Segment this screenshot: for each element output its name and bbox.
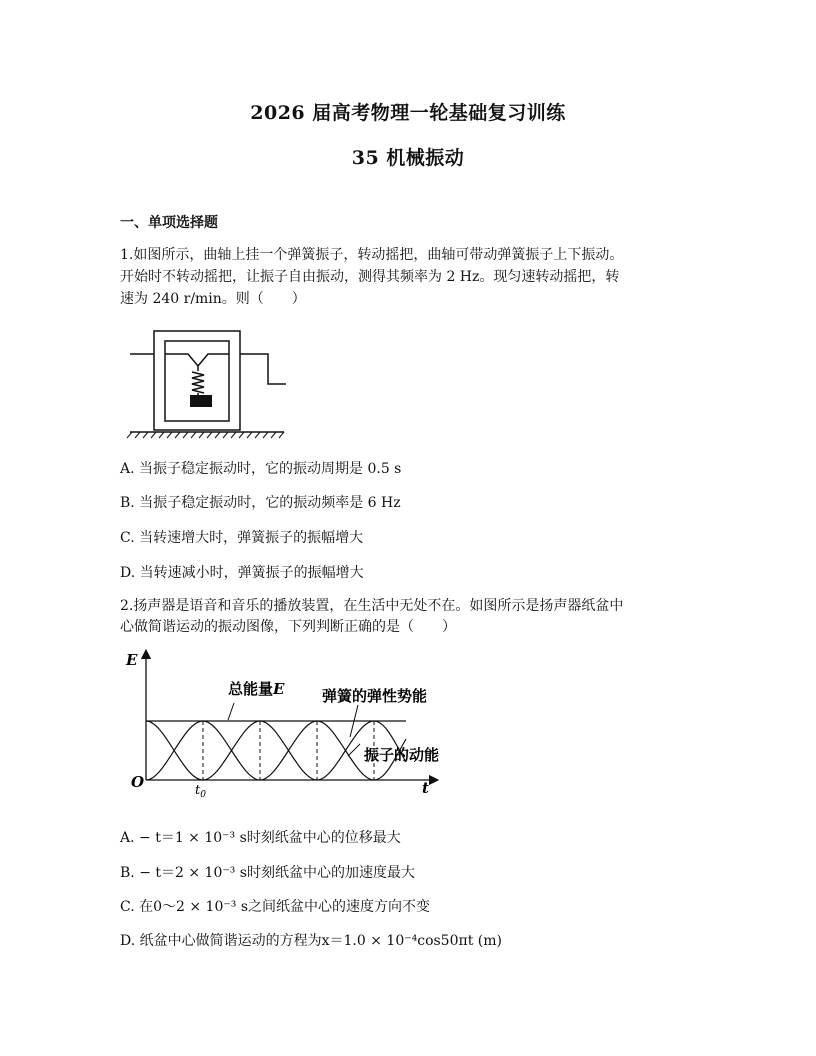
q2-option-b: B. − t＝2 × 10⁻³ s时刻纸盆中心的加速度最大 — [120, 865, 415, 881]
y-axis-label: E — [126, 651, 138, 669]
section-heading: 一、单项选择题 — [120, 215, 218, 231]
crankshaft-spring-oscillator-figure — [126, 328, 292, 440]
q2-option-a: A. − t＝1 × 10⁻³ s时刻纸盆中心的位移最大 — [120, 830, 401, 846]
energy-time-graph — [120, 646, 450, 804]
q1-option-b: B. 当振子稳定振动时，它的振动频率是 6 Hz — [120, 495, 401, 511]
q1-option-a: A. 当振子稳定振动时，它的振动周期是 0.5 s — [120, 461, 402, 477]
page-subtitle: 35 机械振动 — [351, 147, 465, 169]
q2-stem-line-2: 心做简谐运动的振动图像，下列判断正确的是（ ） — [120, 619, 456, 635]
x-axis-label: t — [422, 779, 429, 797]
q1-stem-line-1: 1.如图所示，曲轴上挂一个弹簧振子，转动摇把，曲轴可带动弹簧振子上下振动。 — [120, 247, 624, 263]
q2-option-c: C. 在0～2 × 10⁻³ s之间纸盆中心的速度方向不变 — [120, 899, 431, 915]
q2-option-d: D. 纸盆中心做简谐运动的方程为x＝1.0 × 10⁻⁴cos50πt (m) — [120, 933, 502, 949]
q2-stem-line-1: 2.扬声器是语音和音乐的播放装置，在生活中无处不在。如图所示是扬声器纸盆中 — [120, 598, 624, 614]
total-energy-label: 总能量E — [228, 680, 285, 698]
page-title: 2026 届高考物理一轮基础复习训练 — [250, 102, 566, 124]
q1-stem-line-3: 速为 240 r/min。则（ ） — [120, 291, 306, 307]
t0-tick-label: $t_0$ — [195, 783, 206, 800]
q1-option-d: D. 当转速减小时，弹簧振子的振幅增大 — [120, 565, 364, 581]
kinetic-energy-label: 振子的动能 — [364, 746, 440, 764]
q1-stem-line-2: 开始时不转动摇把，让振子自由振动，测得其频率为 2 Hz。现匀速转动摇把，转 — [120, 269, 620, 285]
origin-label: O — [131, 773, 145, 791]
q1-option-c: C. 当转速增大时，弹簧振子的振幅增大 — [120, 530, 364, 546]
elastic-pe-label: 弹簧的弹性势能 — [322, 687, 428, 705]
